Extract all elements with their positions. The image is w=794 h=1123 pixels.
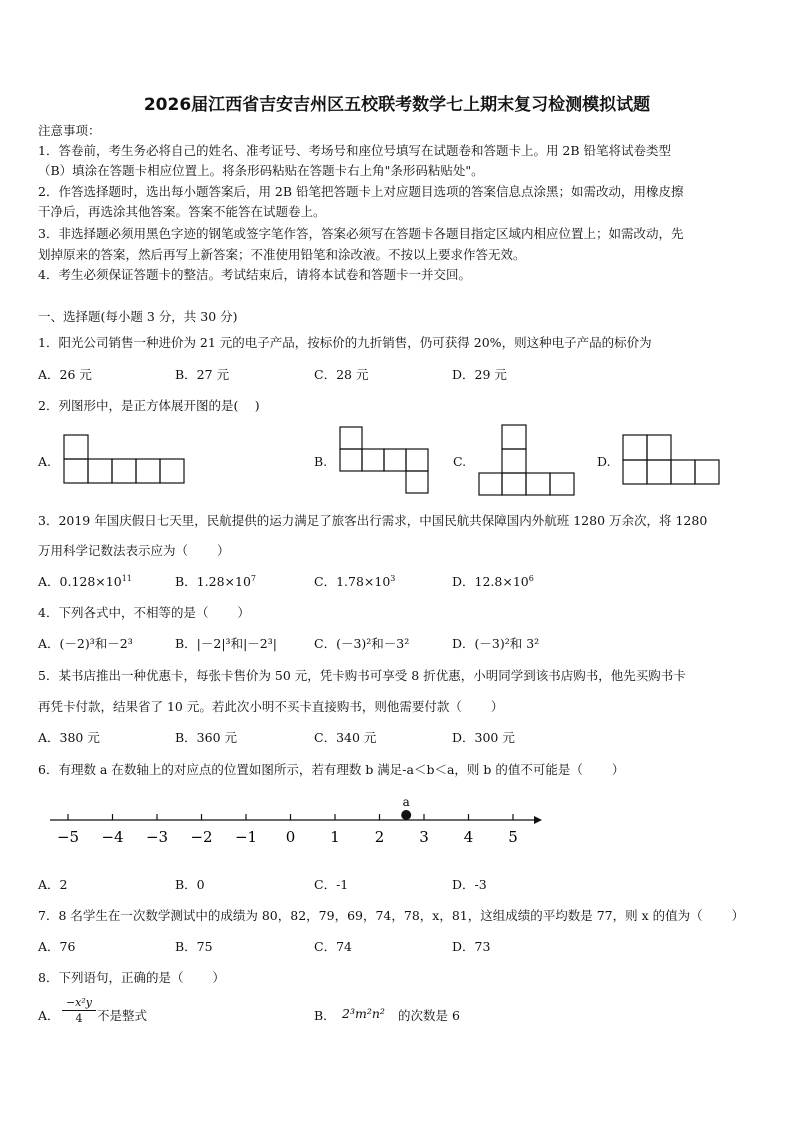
q4-option-a: A．(－2)³和－2³	[38, 636, 133, 651]
axis-tick-label: −2	[190, 828, 213, 846]
question-6-stem: 6．有理数 a 在数轴上的对应点的位置如图所示，若有理数 b 满足-a＜b＜a，则 b 的值不可能是（ ）	[38, 762, 625, 777]
point-a	[401, 810, 411, 820]
q3-option-b: B．$1.28\times 10^7$	[175, 574, 256, 589]
q2-label-a: A.	[38, 454, 52, 469]
axis-arrow	[534, 816, 542, 824]
axis-tick-label: −1	[234, 828, 258, 846]
notice-line: 1．答卷前，考生务必将自己的姓名、准考证号、考场号和座位号填写在试题卷和答题卡上。用 2B 铅笔将试卷类型	[38, 143, 672, 158]
q1-option-c: C．28 元	[314, 367, 369, 382]
q3-option-a: A．$0.128\times 10^{11}$	[38, 574, 132, 589]
question-1-stem: 1．阳光公司销售一种进价为 21 元的电子产品，按标价的九折销售，仍可获得 20%，则这种电子产品的标价为	[38, 335, 652, 350]
net-figure-d	[622, 434, 722, 486]
question-7-stem: 7．8 名学生在一次数学测试中的成绩为 80，82，79，69，74，78，x，81，这组成绩的平均数是 77，则 x 的值为（ ）	[38, 908, 745, 923]
question-4-stem: 4．下列各式中，不相等的是（ ）	[38, 605, 250, 620]
axis-tick-label: −5	[56, 828, 80, 846]
axis-tick-label: 0	[285, 828, 296, 846]
q2-label-d: D.	[597, 454, 611, 469]
fraction-denominator: 4	[75, 1012, 83, 1025]
q4-option-d: D．(－3)²和 3²	[452, 636, 540, 651]
notice-heading: 注意事项：	[38, 123, 101, 138]
number-line	[48, 790, 543, 850]
axis-tick-label: 5	[508, 828, 518, 846]
q2-label-b: B.	[314, 454, 328, 469]
q1-option-b: B．27 元	[175, 367, 230, 382]
fraction-numerator: −x²y	[62, 996, 96, 1011]
q5-option-b: B．360 元	[175, 730, 238, 745]
net-figure-b	[339, 426, 431, 494]
q5-option-c: C．340 元	[314, 730, 377, 745]
question-2-stem: 2．列图形中，是正方体展开图的是( )	[38, 398, 260, 413]
net-figure-a	[63, 434, 188, 484]
q7-option-c: C．74	[314, 939, 352, 954]
notice-line: 4．考生必须保证答题卡的整洁。考试结束后，请将本试卷和答题卡一并交回。	[38, 267, 471, 282]
notice-line: 3．非选择题必须用黑色字迹的钢笔或签字笔作答，答案必须写在答题卡各题目指定区域内相应位置上；如需改动，先	[38, 226, 684, 241]
q5-option-d: D．300 元	[452, 730, 515, 745]
notice-line: （B）填涂在答题卡相应位置上。将条形码粘贴在答题卡右上角"条形码粘贴处"。	[38, 163, 484, 178]
q6-option-b: B．0	[175, 877, 205, 892]
q8-option-a-text: 不是整式	[97, 1008, 148, 1023]
q7-option-a: A．76	[38, 939, 76, 954]
q8-option-a-fraction	[62, 996, 96, 1025]
q1-option-d: D．29 元	[452, 367, 507, 382]
q2-label-c: C.	[453, 454, 467, 469]
point-a-label: a	[402, 795, 410, 809]
q4-option-c: C．(－3)²和－3²	[314, 636, 410, 651]
q6-option-d: D．-3	[452, 877, 487, 892]
question-8-stem: 8．下列语句，正确的是（ ）	[38, 970, 225, 985]
axis-tick-label: 3	[419, 828, 429, 846]
q8-option-a-label: A．	[38, 1008, 60, 1023]
notice-line: 干净后，再选涂其他答案。答案不能答在试题卷上。	[38, 204, 326, 219]
q5-option-a: A．380 元	[38, 730, 100, 745]
q6-option-a: A．2	[38, 877, 68, 892]
q1-option-a: A．26 元	[38, 367, 92, 382]
net-figure-c	[478, 424, 576, 496]
axis-tick-label: −4	[101, 828, 124, 846]
axis-tick-label: 4	[463, 828, 474, 846]
axis-tick-label: 2	[374, 828, 385, 846]
q3-option-d: D．$12.8\times 10^6$	[452, 574, 534, 589]
q8-option-b-text: 的次数是 6	[398, 1008, 460, 1023]
question-3-stem: 3．2019 年国庆假日七天里，民航提供的运力满足了旅客出行需求，中国民航共保障国内外航班 1280 万余次，将 1280	[38, 513, 708, 528]
q8-option-b-expr: 2³m²n²	[342, 1006, 385, 1021]
section-heading: 一、选择题(每小题 3 分，共 30 分)	[38, 309, 238, 324]
q7-option-d: D．73	[452, 939, 491, 954]
q3-option-c: C．$1.78\times 10^3$	[314, 574, 396, 589]
page-title: 2026届江西省吉安吉州区五校联考数学七上期末复习检测模拟试题	[143, 95, 651, 115]
q8-option-b-label: B．	[314, 1008, 336, 1023]
q7-option-b: B．75	[175, 939, 213, 954]
notice-line: 2．作答选择题时，选出每小题答案后，用 2B 铅笔把答题卡上对应题目选项的答案信息点涂黑；如需改动，用橡皮擦	[38, 184, 684, 199]
q6-option-c: C．-1	[314, 877, 349, 892]
notice-line: 划掉原来的答案，然后再写上新答案；不准使用铅笔和涂改液。不按以上要求作答无效。	[38, 247, 526, 262]
axis-tick-label: 1	[330, 828, 340, 846]
question-5-stem: 5．某书店推出一种优惠卡，每张卡售价为 50 元，凭卡购书可享受 8 折优惠，小明同学到该书店购书，他先买购书卡	[38, 668, 686, 683]
axis-tick-label: −3	[145, 828, 169, 846]
question-5-stem-cont: 再凭卡付款，结果省了 10 元。若此次小明不买卡直接购书，则他需要付款（ ）	[38, 699, 504, 714]
question-3-stem-cont: 万用科学记数法表示应为（ ）	[38, 543, 230, 558]
q4-option-b: B．|－2|³和|－2³|	[175, 636, 277, 651]
